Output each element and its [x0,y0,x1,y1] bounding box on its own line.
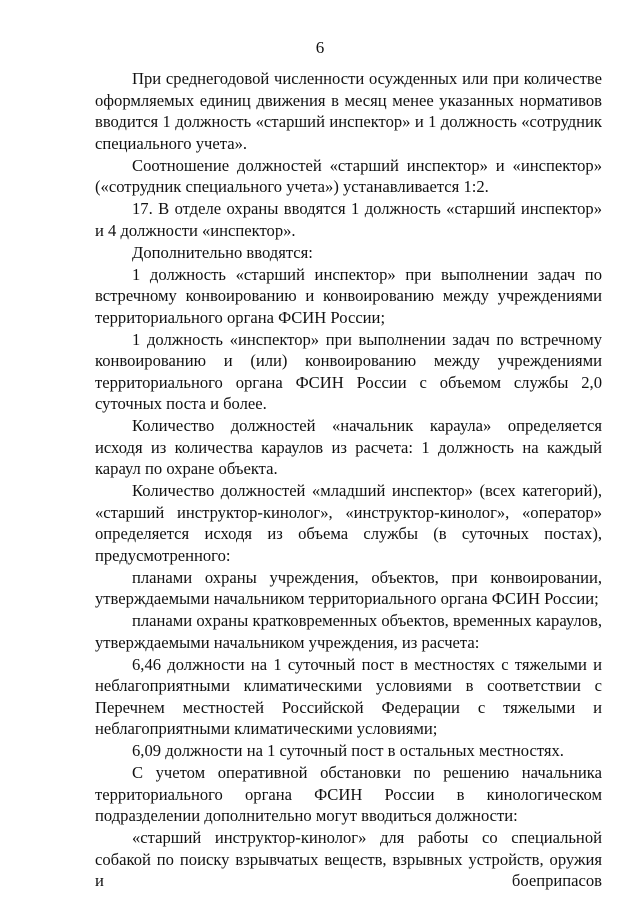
paragraph: планами охраны кратковременных объектов, временных караулов, утверждаемыми начальником учреждения, из расчета: [95,611,602,652]
paragraph: Количество должностей «начальник караула» определяется исходя из количества караулов из расчета: 1 должность на каждый караул по охране объекта. [95,416,602,478]
paragraph: 1 должность «инспектор» при выполнении задач по встречному конвоированию и (или) конвоированию между учреждениями территориального органа ФСИН России с объемом службы 2,0 суточных поста и более. [95,329,602,413]
paragraph: планами охраны учреждения, объектов, при конвоировании, утверждаемыми начальником территориального органа ФСИН России; [95,567,602,608]
paragraph: «старший инструктор-кинолог» для работы со специальной собакой по поиску взрывчатых веществ, взрывных устройств, оружия и боеприпасов [95,828,602,890]
paragraph: Количество должностей «младший инспектор» (всех категорий), «старший инструктор-кинолог», «инструктор-кинолог», «оператор» определяется исходя из объема службы (в суточных постах), предусмотренного: [95,481,602,565]
paragraph: 17. В отделе охраны вводятся 1 должность «старший инспектор» и 4 должности «инспектор». [95,199,602,240]
document-body [95,68,602,892]
page-number: 6 [315,38,325,57]
paragraph: 6,46 должности на 1 суточный пост в местностях с тяжелыми и неблагоприятными климатическими условиями в соответствии с Перечнем местностей Российской Федерации с тяжелыми и неблагоприятными климатическими условиями; [95,654,602,738]
paragraph: Соотношение должностей «старший инспектор» и «инспектор» («сотрудник специального учета») устанавливается 1:2. [95,155,602,196]
paragraph: При среднегодовой численности осужденных или при количестве оформляемых единиц движения в месяц менее указанных нормативов вводится 1 должность «старший инспектор» и 1 должность «сотрудник специального учета». [95,69,602,153]
paragraph: 6,09 должности на 1 суточный пост в остальных местностях. [132,741,564,760]
paragraph: 1 должность «старший инспектор» при выполнении задач по встречному конвоированию и конвоированию между учреждениями территориального органа ФСИН России; [95,264,602,327]
paragraph: Дополнительно вводятся: [132,242,313,262]
paragraph: С учетом оперативной обстановки по решению начальника территориального органа ФСИН России в кинологическом подразделении дополнительно могут вводиться должности: [95,763,602,825]
